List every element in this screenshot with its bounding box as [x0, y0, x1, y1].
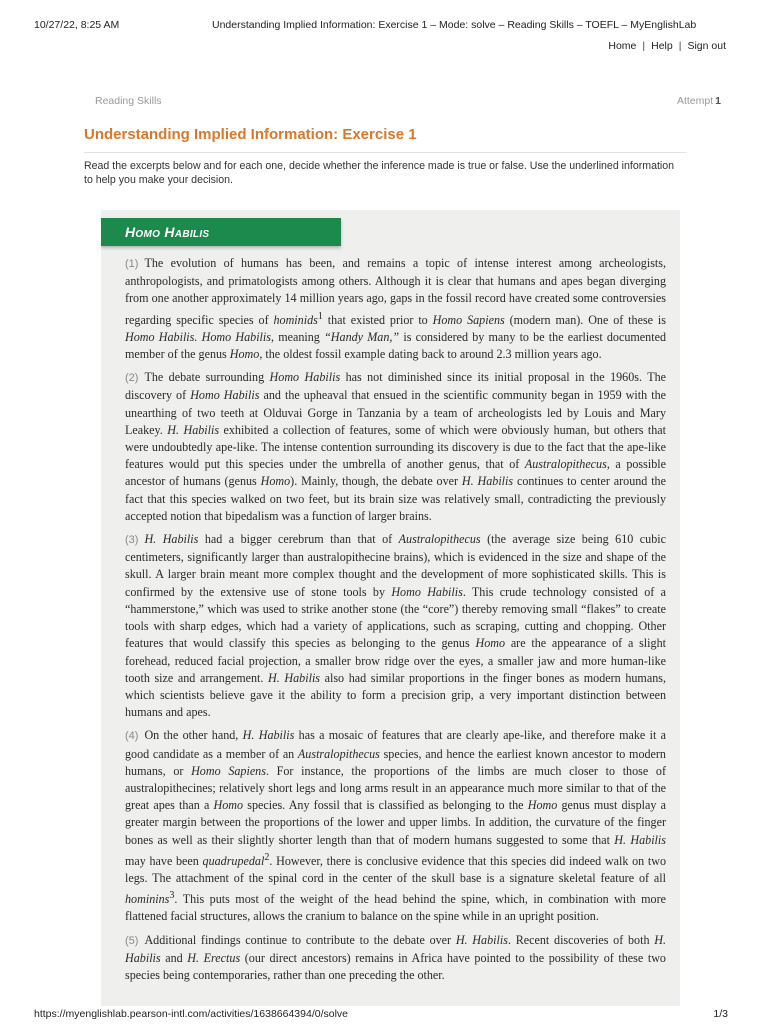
passage-paragraphs [125, 255, 666, 990]
nav-separator: | [678, 40, 682, 52]
print-page-number: 1/3 [713, 1008, 728, 1020]
passage-paragraph [125, 531, 666, 721]
paragraph-number: (1) [125, 258, 139, 270]
print-url: https://myenglishlab.pearson-intl.com/activities/1638664394/0/solve [34, 1008, 349, 1020]
print-doc-title: Understanding Implied Information: Exercise 1 – Mode: solve – Reading Skills – TOEFL – MyEnglishLab [212, 19, 697, 31]
attempt-label: Attempt [676, 95, 714, 107]
title-divider [84, 152, 686, 153]
attempt-indicator [677, 95, 721, 107]
sign-out-link[interactable]: Sign out [687, 40, 726, 52]
paragraph-text: H. Habilis had a bigger cerebrum than that of Australopithecus (the average size being 610 cubic centimeters, significantly larger than australopithecine brains), which is evidenced in the size and shape of the skull. A larger brain meant more complex thought and the development of more sophisticated skills. This is confirmed by the extensive use of stone tools by Homo Habilis. This crude technology consisted of a “hammerstone,” which was used to strike another stone (the “core”) thereby removing small “flakes” to create tools with sharp edges, which had a variety of applications, such as scraping, cutting and chopping. Other features that would classify this species as belonging to the genus Homo are the appearance of a slight forehead, reduced facial projection, a smaller brow ridge over the eyes, a smaller jaw and more human-like tooth size and arrangement. H. Habilis also had similar proportions in the finger bones as modern humans, which scientists believe gave it the ability to form a precision grip, a very important distinction between humans and apes. [125, 532, 666, 720]
reading-passage [101, 210, 680, 1015]
instructions: Read the excerpts below and for each one, decide whether the inference made is true or false. Use the underlined information to help you make your decision. [84, 160, 675, 186]
nav-separator: | [642, 40, 646, 52]
passage-paragraph [125, 255, 666, 363]
exercise-title: Understanding Implied Information: Exercise 1 [84, 126, 417, 143]
print-footer [0, 1006, 768, 1024]
paragraph-number: (3) [125, 534, 139, 547]
paragraph-number: (4) [125, 730, 139, 743]
paragraph-number: (5) [125, 934, 139, 947]
paragraph-text: Additional findings continue to contribute to the debate over H. Habilis. Recent discoveries of both H. Habilis and H. Erectus (our direct ancestors) remains in Africa have pointed to the possibility of these two species being contemporaries, rather than one preceding the other. [125, 932, 666, 983]
help-link[interactable]: Help [651, 40, 673, 52]
passage-title: Homo Habilis [125, 224, 210, 240]
passage-paragraph [125, 932, 666, 985]
top-nav [608, 40, 726, 52]
home-link[interactable]: Home [608, 40, 637, 52]
paragraph-text: The evolution of humans has been, and remains a topic of intense interest among archeologists, anthropologists, and primatologists among others. Although it is clear that humans and apes began diverging from one another approximately 14 million years ago, gaps in the fossil record have created some controversies regarding specific species of hominids$^1$ that existed prior to Homo Sapiens (modern man). One of these is Homo Habilis. Homo Habilis, meaning “Handy Man,” is considered by many to be the earliest documented member of the genus Homo, the oldest fossil example dating back to around 2.3 million years ago. [125, 256, 666, 362]
breadcrumb[interactable]: Reading Skills [95, 95, 162, 107]
paragraph-text: On the other hand, H. Habilis has a mosaic of features that are clearly ape-like, and therefore make it a good candidate as a member of an Australopithecus species, and hence the earliest known ancestor to modern humans, or Homo Sapiens. For instance, the proportions of the limbs are much closer to those of australopithecines; relatively short legs and long arms result in an appearance much more similar to that of the great apes than a Homo species. Any fossil that is classified as belonging to the Homo genus must display a greater margin between the proportions of the lower and upper limbs. In addition, the curvature of the finger bones as well as their slightly shorter length than that of modern humans suggested to some that H. Habilis may have been quadrupedal$^2$. However, there is conclusive evidence that this species did indeed walk on two legs. The attachment of the spinal cord in the center of the skull base is a signature skeletal feature of all hominins$^3$. This puts most of the weight of the head behind the spine, which, in combination with more flattened facial structures, allows the cranium to balance on the spine while in an upright position. [125, 728, 666, 924]
attempt-number: 1 [715, 95, 721, 107]
passage-title-banner [101, 218, 341, 246]
print-datetime: 10/27/22, 8:25 AM [34, 19, 120, 31]
paragraph-text: The debate surrounding Homo Habilis has not diminished since its initial proposal in the 1960s. The discovery of Homo Habilis and the upheaval that ensued in the scientific community began in 1959 with the unearthing of two teeth at Olduvai Gorge in Tanzania by a team of archeologists led by Louis and Mary Leakey. H. Habilis exhibited a collection of features, some of which were obviously human, but others that were undoubtedly ape-like. The intense contention surrounding its discovery is due to the fact that the ape-like features would put this species under the umbrella of another genus, that of Australopithecus, a possible ancestor of humans (genus Homo). Mainly, though, the debate over H. Habilis continues to center around the fact that this species walked on two feet, but its brain size was relatively small, contradicting the previously accepted notion that bipedalism was a function of larger brains. [125, 370, 667, 523]
passage-paragraph [125, 727, 666, 925]
print-header [0, 0, 768, 30]
paragraph-number: (2) [125, 372, 139, 385]
passage-paragraph [125, 369, 666, 525]
